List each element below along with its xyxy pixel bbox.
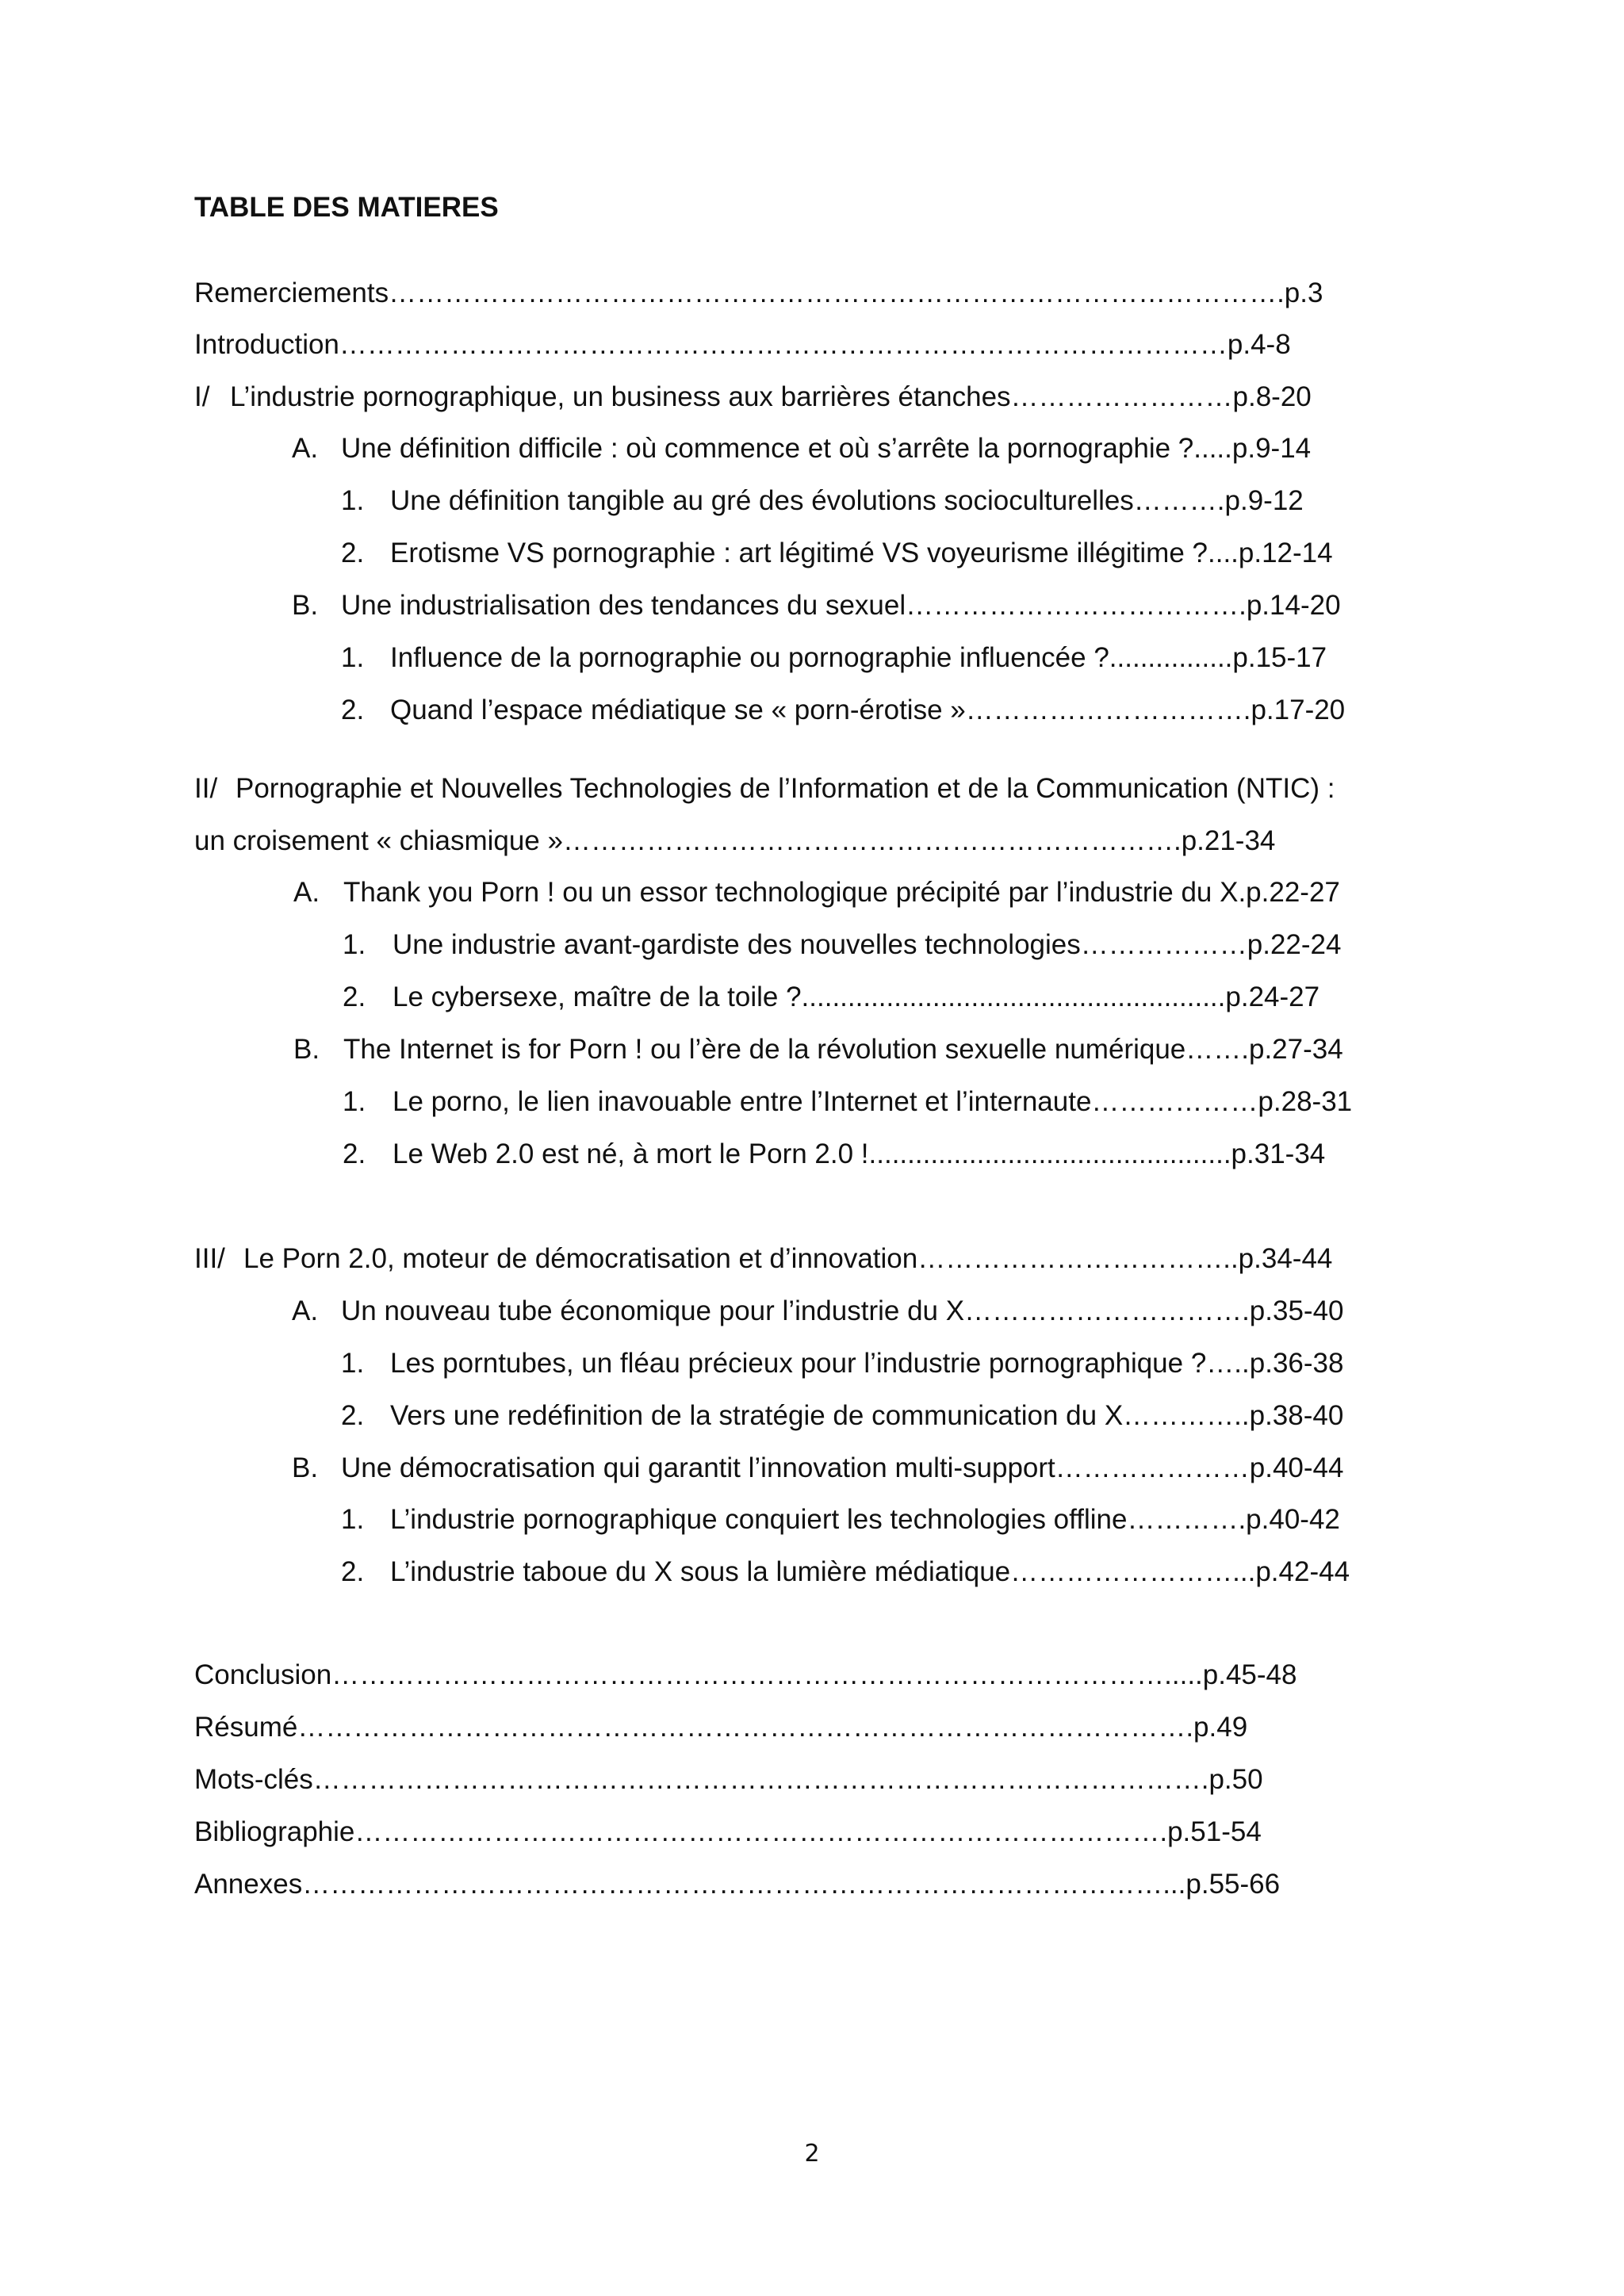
toc-entry <box>194 1713 1247 1741</box>
toc-entry-text: Une industrie avant-gardiste des nouvelles technologies………………p.22-24 <box>393 929 1342 960</box>
toc-entry-marker: B. <box>292 590 319 621</box>
toc-entry <box>343 1088 1352 1115</box>
toc-entry <box>341 644 1327 672</box>
toc-entry <box>194 383 1312 411</box>
toc-entry-text: L’industrie pornographique, un business aux barrières étanches……………………p.8-20 <box>230 381 1312 412</box>
toc-entry-marker: B. <box>292 1452 319 1483</box>
toc-entry-text: Conclusion……………………………………………………………………………….....p.45-48 <box>194 1659 1297 1690</box>
toc-entry <box>341 696 1345 724</box>
toc-entry-text: Annexes…………………………………………………………………………………...p.55-66 <box>194 1869 1281 1900</box>
toc-entry-marker: 2. <box>341 1556 365 1587</box>
toc-entry <box>292 1297 1344 1325</box>
toc-entry-marker: 2. <box>343 1138 366 1169</box>
toc-entry <box>292 1454 1343 1482</box>
toc-entry-text: Le porno, le lien inavouable entre l’Internet et l’internaute………………p.28-31 <box>393 1086 1353 1117</box>
toc-entry-text: Influence de la pornographie ou pornographie influencée ?................p.15-17 <box>390 642 1327 673</box>
toc-entry-marker: 2. <box>341 538 365 568</box>
toc-entry-text: Pornographie et Nouvelles Technologies de l’Information et de la Communication (NTIC) : <box>236 773 1335 804</box>
toc-entry-text: Thank you Porn ! ou un essor technologique précipité par l’industrie du X.p.22-27 <box>343 877 1340 908</box>
toc-entry <box>341 1349 1343 1377</box>
toc-entry-text: Quand l’espace médiatique se « porn-érotise »………………………….p.17-20 <box>390 695 1346 725</box>
toc-entry <box>293 1035 1343 1063</box>
toc-entry-marker: 2. <box>341 1400 365 1431</box>
toc-entry-text: Bibliographie…………………………………………………………………………….p.51-54 <box>194 1816 1262 1847</box>
toc-entry-text: Remerciements…………………………………………………………………………………….p.3 <box>194 277 1323 308</box>
toc-entry-text: Résumé…………………………………………………………………………………….p.49 <box>194 1712 1248 1743</box>
toc-entry-text: Vers une redéfinition de la stratégie de communication du X…………..p.38-40 <box>390 1400 1344 1431</box>
toc-entry <box>343 1140 1325 1168</box>
toc-entry-marker: I/ <box>194 381 210 412</box>
toc-entry <box>194 279 1323 307</box>
toc-entry-text: Introduction……………………………………………………………………………………p.4-8 <box>194 329 1291 360</box>
toc-entry-text: Les porntubes, un fléau précieux pour l’industrie pornographique ?…..p.36-38 <box>390 1348 1344 1379</box>
toc-entry-marker: 1. <box>343 1086 366 1117</box>
toc-entry-marker: A. <box>292 1295 319 1326</box>
toc-entry-text: Une définition difficile : où commence et où s’arrête la pornographie ?.....p.9-14 <box>341 433 1312 464</box>
toc-entry <box>292 591 1341 619</box>
toc-entry-marker: A. <box>293 877 320 908</box>
toc-entry-text: Le Web 2.0 est né, à mort le Porn 2.0 !...............................................p.31-34 <box>393 1138 1326 1169</box>
toc-entry <box>343 931 1341 959</box>
toc-entry-text: Un nouveau tube économique pour l’industrie du X………………………….p.35-40 <box>341 1295 1344 1326</box>
toc-entry-marker: 1. <box>341 485 365 516</box>
toc-entry <box>194 827 1275 855</box>
toc-entry-text: Le Porn 2.0, moteur de démocratisation et d’innovation……………………………..p.34-44 <box>243 1243 1333 1274</box>
toc-entry <box>194 1661 1297 1689</box>
toc-entry-marker: 1. <box>343 929 366 960</box>
toc-entry-marker: A. <box>292 433 319 464</box>
toc-entry <box>341 1506 1340 1533</box>
toc-entry <box>194 775 1335 802</box>
toc-entry-text: Erotisme VS pornographie : art légitimé VS voyeurisme illégitime ?....p.12-14 <box>390 538 1333 568</box>
toc-entry <box>292 434 1311 462</box>
toc-entry-marker: 2. <box>341 695 365 725</box>
toc-entry <box>194 1766 1263 1793</box>
toc-entry-text: un croisement « chiasmique »………………………………………………………….p.21-34 <box>194 825 1276 856</box>
toc-title: TABLE DES MATIERES <box>194 192 499 223</box>
toc-entry-marker: 1. <box>341 1504 365 1535</box>
toc-entry-marker: III/ <box>194 1243 225 1274</box>
toc-entry <box>194 1870 1280 1898</box>
toc-entry-marker: II/ <box>194 773 218 804</box>
toc-entry <box>341 539 1333 567</box>
toc-entry-text: L’industrie pornographique conquiert les technologies offline………….p.40-42 <box>390 1504 1340 1535</box>
toc-entry-marker: 1. <box>341 1348 365 1379</box>
toc-entry-marker: 2. <box>343 982 366 1012</box>
toc-entry <box>341 1402 1343 1429</box>
toc-entry-text: Une industrialisation des tendances du sexuel……………………………….p.14-20 <box>341 590 1341 621</box>
toc-entry <box>341 487 1304 515</box>
toc-entry <box>194 1818 1262 1846</box>
toc-entry-text: Le cybersexe, maître de la toile ?.......................................................p.24-27 <box>393 982 1320 1012</box>
page-number: 2 <box>804 2140 820 2168</box>
toc-entry-text: The Internet is for Porn ! ou l’ère de la révolution sexuelle numérique…….p.27-34 <box>343 1034 1343 1065</box>
toc-entry-text: Une démocratisation qui garantit l’innovation multi-support…………………p.40-44 <box>341 1452 1344 1483</box>
toc-entry-text: Une définition tangible au gré des évolutions socioculturelles……….p.9-12 <box>390 485 1304 516</box>
toc-entry-text: L’industrie taboue du X sous la lumière médiatique……………………...p.42-44 <box>390 1556 1350 1587</box>
toc-entry-marker: B. <box>293 1034 320 1065</box>
toc-entry <box>343 983 1320 1011</box>
toc-entry <box>293 878 1340 906</box>
toc-entry-text: Mots-clés…………………………………………………………………………………….p.50 <box>194 1764 1263 1795</box>
toc-entry <box>341 1558 1350 1586</box>
toc-entry <box>194 331 1291 358</box>
toc-entry <box>194 1245 1332 1272</box>
toc-entry-marker: 1. <box>341 642 365 673</box>
